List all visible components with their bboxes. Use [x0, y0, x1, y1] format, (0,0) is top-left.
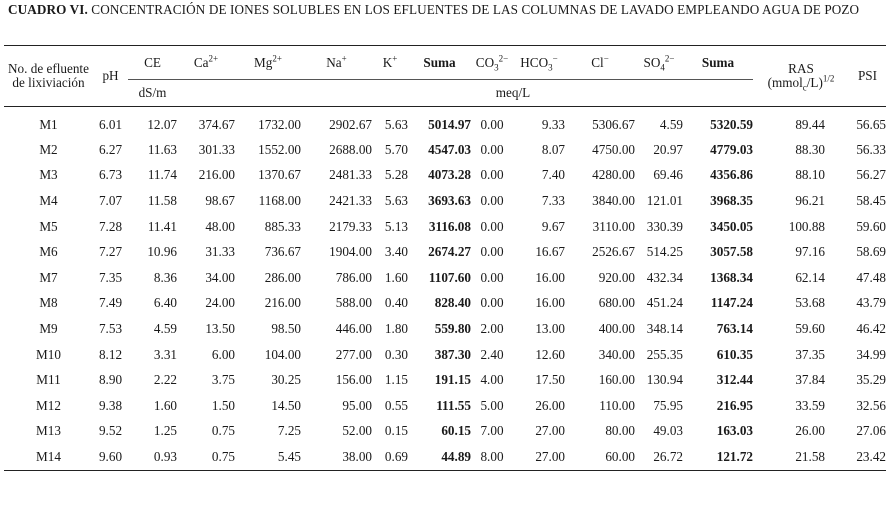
cell-ras: 100.88	[788, 218, 825, 234]
cell-ca: 0.75	[177, 444, 235, 470]
cell-hco3: 16.00	[535, 295, 565, 311]
ras-unit-part-a: (mmol	[767, 75, 803, 90]
cell-ras: 26.00	[795, 423, 825, 439]
cell-suma2: 4779.03	[710, 141, 753, 157]
cell-suma1: 1107.60	[428, 269, 471, 285]
table-row	[4, 291, 886, 317]
cell-mg: 1168.00	[258, 192, 301, 208]
cell-co3: 0.00	[480, 269, 504, 285]
ras-unit-sub: c	[802, 82, 807, 93]
cell-so4: 49.03	[653, 423, 683, 439]
cell-suma1: 4547.03	[428, 141, 471, 157]
cell-ph: 9.52	[98, 423, 123, 439]
header-so4-charge: 2−	[664, 53, 675, 64]
cell-k: 5.70	[384, 141, 408, 157]
cell-hco3: 9.33	[541, 117, 565, 132]
cell-id: M8	[39, 295, 58, 311]
header-k-charge: +	[392, 53, 398, 64]
cell-cl: 400.00	[598, 320, 635, 336]
cell-ph: 6.73	[98, 167, 123, 183]
cell-hco3: 7.40	[541, 167, 565, 183]
cell-ras: 96.21	[795, 192, 825, 208]
cell-co3: 0.00	[480, 244, 504, 260]
table-row	[4, 107, 886, 138]
cell-ph: 7.35	[98, 269, 123, 285]
cell-ca: 301.33	[198, 141, 235, 157]
table-row	[4, 188, 886, 214]
cell-ca: 98.67	[205, 192, 235, 208]
cell-mg: 1370.67	[258, 167, 301, 183]
cell-hco3: 27.00	[535, 423, 565, 439]
header-ce-unit: dS/m	[128, 80, 177, 107]
cell-ce: 3.31	[153, 346, 177, 362]
cell-psi: 58.69	[856, 244, 886, 260]
cell-ph: 7.53	[98, 320, 123, 336]
cell-na: 2688.00	[329, 141, 372, 157]
cell-suma2: 763.14	[716, 320, 753, 336]
header-hco3	[513, 46, 565, 80]
cell-na: 2481.33	[329, 167, 372, 183]
cell-psi: 47.48	[856, 269, 886, 285]
cell-suma1: 5014.97	[428, 117, 471, 132]
cell-ce: 10.96	[147, 244, 177, 260]
cell-so4: 348.14	[646, 320, 683, 336]
cell-suma1: 3693.63	[428, 192, 471, 208]
table-body	[4, 107, 886, 471]
header-mg-charge: 2+	[272, 53, 282, 64]
cell-hco3: 9.67	[541, 218, 565, 234]
table-row	[4, 393, 886, 419]
cell-id: M3	[39, 167, 58, 183]
cell-suma1: 2674.27	[428, 244, 471, 260]
cell-ras: 37.84	[795, 372, 825, 388]
header-co3-charge: 2−	[498, 53, 509, 64]
cell-k: 5.28	[384, 167, 408, 183]
cell-mg: 14.50	[271, 397, 301, 413]
cell-id: M10	[36, 346, 61, 362]
cell-ras: 59.60	[795, 320, 825, 336]
cell-suma2: 163.03	[716, 423, 753, 439]
ras-unit-sup: 1/2	[822, 73, 835, 84]
cell-so4: 432.34	[646, 269, 683, 285]
cell-co3: 8.00	[471, 444, 513, 470]
cell-cl: 3110.00	[592, 218, 635, 234]
header-k	[372, 46, 408, 80]
cell-na: 588.00	[335, 295, 372, 311]
cell-k: 0.55	[384, 397, 408, 413]
caption-label: CUADRO VI.	[8, 2, 88, 17]
cell-hco3: 16.00	[535, 269, 565, 285]
cell-cl: 4280.00	[592, 167, 635, 183]
table-caption	[8, 2, 886, 18]
cell-so4: 20.97	[653, 141, 683, 157]
cell-so4: 4.59	[659, 117, 683, 132]
table-row	[4, 419, 886, 445]
table-row	[4, 316, 886, 342]
header-so4-symbol: SO	[643, 54, 661, 70]
cell-psi: 56.33	[856, 141, 886, 157]
cell-ph: 6.27	[98, 141, 123, 157]
table-header	[4, 46, 886, 107]
header-ca-charge: 2+	[208, 53, 219, 64]
cell-ca: 24.00	[205, 295, 235, 311]
cell-ph: 7.07	[98, 192, 123, 208]
cell-co3: 0.00	[480, 218, 504, 234]
cell-ras: 97.16	[795, 244, 825, 260]
cell-id: M13	[36, 423, 61, 439]
cell-ras: 89.44	[795, 117, 825, 132]
cell-suma1: 828.40	[434, 295, 471, 311]
header-suma-anions: Suma	[683, 46, 753, 80]
header-suma-cations: Suma	[408, 46, 471, 80]
cell-id: M4	[39, 192, 58, 208]
cell-suma2: 3968.35	[710, 192, 753, 208]
cell-cl: 80.00	[605, 423, 635, 439]
cell-co3: 5.00	[480, 397, 504, 413]
cell-suma1: 559.80	[434, 320, 471, 336]
cell-ca: 48.00	[205, 218, 235, 234]
cell-ca: 374.67	[198, 117, 235, 132]
table-row	[4, 342, 886, 368]
cell-ce: 6.40	[153, 295, 177, 311]
cell-co3: 7.00	[480, 423, 504, 439]
cell-k: 5.13	[384, 218, 408, 234]
cell-ph: 7.28	[98, 218, 123, 234]
header-ph: pH	[93, 46, 128, 107]
cell-co3: 0.00	[480, 117, 504, 132]
cell-ca: 1.50	[211, 397, 235, 413]
cell-k: 0.30	[384, 346, 408, 362]
cell-k: 1.60	[384, 269, 408, 285]
cell-so4: 330.39	[646, 218, 683, 234]
header-ca-symbol: Ca	[193, 54, 209, 70]
cell-ca: 216.00	[198, 167, 235, 183]
cell-k: 5.63	[384, 117, 408, 132]
header-so4-sub: 4	[660, 62, 665, 73]
cell-so4: 69.46	[653, 167, 683, 183]
cell-so4: 26.72	[635, 444, 683, 470]
cell-suma2: 121.72	[683, 444, 753, 470]
ion-concentration-table	[4, 45, 886, 471]
cell-na: 2902.67	[329, 117, 372, 132]
cell-id: M5	[39, 218, 58, 234]
cell-mg: 5.45	[235, 444, 301, 470]
cell-so4: 121.01	[646, 192, 683, 208]
cell-ras: 88.30	[795, 141, 825, 157]
cell-psi: 35.29	[856, 372, 886, 388]
table-row	[4, 137, 886, 163]
header-mg	[235, 46, 301, 80]
cell-ce: 0.93	[128, 444, 177, 470]
cell-psi: 43.79	[856, 295, 886, 311]
cell-na: 277.00	[335, 346, 372, 362]
cell-mg: 30.25	[271, 372, 301, 388]
cell-so4: 75.95	[653, 397, 683, 413]
cell-so4: 130.94	[646, 372, 683, 388]
cell-suma1: 387.30	[434, 346, 471, 362]
cell-co3: 0.00	[480, 141, 504, 157]
cell-hco3: 7.33	[541, 192, 565, 208]
cell-psi: 58.45	[856, 192, 886, 208]
cell-so4: 255.35	[646, 346, 683, 362]
cell-ras: 21.58	[753, 444, 849, 470]
cell-id: M14	[4, 444, 93, 470]
cell-ce: 11.63	[147, 141, 177, 157]
cell-hco3: 8.07	[541, 141, 565, 157]
cell-so4: 451.24	[646, 295, 683, 311]
cell-mg: 286.00	[264, 269, 301, 285]
cell-cl: 110.00	[599, 397, 635, 413]
caption-text: CONCENTRACIÓN DE IONES SOLUBLES EN LOS EFLUENTES DE LAS COLUMNAS DE LAVADO EMPLEANDO AGUA DE POZO	[91, 2, 860, 17]
header-meq-unit: meq/L	[177, 80, 849, 107]
cell-ras: 37.35	[795, 346, 825, 362]
cell-mg: 1552.00	[258, 141, 301, 157]
cell-ph: 8.12	[98, 346, 123, 362]
cell-ras: 53.68	[795, 295, 825, 311]
cell-suma2: 610.35	[716, 346, 753, 362]
table-row	[4, 239, 886, 265]
cell-cl: 680.00	[598, 295, 635, 311]
cell-ras: 33.59	[795, 397, 825, 413]
cell-suma1: 44.89	[408, 444, 471, 470]
table-row	[4, 163, 886, 189]
cell-suma2: 4356.86	[710, 167, 753, 183]
header-psi: PSI	[849, 46, 886, 107]
ras-unit-part-b: /L)	[806, 75, 823, 90]
header-co3-symbol: CO	[475, 54, 495, 70]
cell-suma2: 3450.05	[710, 218, 753, 234]
cell-ce: 12.07	[147, 117, 177, 132]
cell-mg: 885.33	[264, 218, 301, 234]
cell-hco3: 26.00	[535, 397, 565, 413]
cell-ras: 62.14	[795, 269, 825, 285]
cell-na: 786.00	[335, 269, 372, 285]
cell-na: 156.00	[335, 372, 372, 388]
cell-suma2: 1147.24	[710, 295, 753, 311]
cell-co3: 0.00	[480, 192, 504, 208]
header-cl-charge: −	[603, 53, 609, 64]
cell-id: M6	[39, 244, 58, 260]
cell-k: 0.69	[372, 444, 408, 470]
header-k-symbol: K	[382, 54, 393, 70]
table-row	[4, 265, 886, 291]
cell-suma1: 111.55	[436, 397, 471, 413]
cell-psi: 27.06	[856, 423, 886, 439]
header-ca	[177, 46, 235, 80]
cell-k: 0.40	[384, 295, 408, 311]
cell-mg: 104.00	[264, 346, 301, 362]
cell-cl: 3840.00	[592, 192, 635, 208]
cell-ph: 6.01	[98, 117, 123, 132]
cell-cl: 5306.67	[592, 117, 635, 132]
cell-ce: 1.60	[153, 397, 177, 413]
cell-suma2: 216.95	[716, 397, 753, 413]
header-co3	[471, 46, 513, 80]
cell-ce: 8.36	[153, 269, 177, 285]
cell-na: 2421.33	[329, 192, 372, 208]
cell-suma2: 312.44	[716, 372, 753, 388]
cell-id: M2	[39, 141, 58, 157]
cell-suma2: 3057.58	[710, 244, 753, 260]
cell-co3: 0.00	[480, 295, 504, 311]
header-hco3-charge: −	[552, 53, 558, 64]
cell-k: 5.63	[384, 192, 408, 208]
cell-ce: 4.59	[153, 320, 177, 336]
cell-k: 0.15	[384, 423, 408, 439]
header-ce: CE	[128, 46, 177, 80]
header-na-symbol: Na	[326, 54, 342, 70]
cell-ca: 0.75	[211, 423, 235, 439]
cell-k: 1.80	[384, 320, 408, 336]
cell-id: M1	[39, 117, 58, 132]
cell-mg: 216.00	[264, 295, 301, 311]
cell-hco3: 12.60	[535, 346, 565, 362]
cell-suma1: 4073.28	[428, 167, 471, 183]
cell-id: M9	[39, 320, 58, 336]
cell-id: M11	[36, 372, 61, 388]
cell-co3: 4.00	[480, 372, 504, 388]
cell-ph: 7.49	[98, 295, 123, 311]
cell-ce: 11.58	[147, 192, 177, 208]
cell-ca: 3.75	[211, 372, 235, 388]
cell-co3: 2.00	[480, 320, 504, 336]
cell-mg: 98.50	[271, 320, 301, 336]
cell-suma2: 1368.34	[710, 269, 753, 285]
header-cl-symbol: Cl	[591, 54, 604, 70]
header-ras-label: RAS	[788, 61, 814, 76]
table-row	[4, 214, 886, 240]
cell-mg: 736.67	[264, 244, 301, 260]
cell-psi: 56.27	[856, 167, 886, 183]
cell-mg: 1732.00	[258, 117, 301, 132]
cell-cl: 4750.00	[592, 141, 635, 157]
cell-cl: 60.00	[565, 444, 635, 470]
cell-psi: 32.56	[856, 397, 886, 413]
cell-hco3: 16.67	[535, 244, 565, 260]
cell-co3: 0.00	[480, 167, 504, 183]
header-hco3-symbol: HCO	[520, 54, 549, 70]
cell-suma1: 191.15	[434, 372, 471, 388]
cell-k: 3.40	[384, 244, 408, 260]
header-effluent: No. de efluente de lixiviación	[4, 46, 93, 107]
cell-ph: 9.38	[98, 397, 123, 413]
cell-na: 2179.33	[329, 218, 372, 234]
cell-ph: 8.90	[98, 372, 123, 388]
cell-mg: 7.25	[277, 423, 301, 439]
cell-suma1: 3116.08	[428, 218, 471, 234]
cell-ce: 11.74	[147, 167, 177, 183]
header-mg-symbol: Mg	[254, 54, 273, 70]
cell-cl: 920.00	[598, 269, 635, 285]
cell-id: M12	[36, 397, 61, 413]
cell-cl: 160.00	[598, 372, 635, 388]
cell-so4: 514.25	[646, 244, 683, 260]
cell-ras: 88.10	[795, 167, 825, 183]
table-row	[4, 367, 886, 393]
cell-cl: 2526.67	[592, 244, 635, 260]
cell-ca: 31.33	[205, 244, 235, 260]
cell-psi: 59.60	[856, 218, 886, 234]
header-cl	[565, 46, 635, 80]
cell-suma1: 60.15	[441, 423, 471, 439]
cell-hco3: 27.00	[513, 444, 565, 470]
header-na	[301, 46, 372, 80]
cell-co3: 2.40	[480, 346, 504, 362]
cell-ph: 7.27	[98, 244, 123, 260]
cell-hco3: 13.00	[535, 320, 565, 336]
cell-id: M7	[39, 269, 58, 285]
cell-ce: 11.41	[147, 218, 177, 234]
cell-k: 1.15	[384, 372, 408, 388]
cell-cl: 340.00	[598, 346, 635, 362]
cell-na: 52.00	[342, 423, 372, 439]
header-co3-sub: 3	[494, 62, 499, 73]
cell-hco3: 17.50	[535, 372, 565, 388]
cell-na: 95.00	[342, 397, 372, 413]
cell-na: 1904.00	[329, 244, 372, 260]
cell-psi: 56.65	[856, 117, 886, 132]
cell-ca: 6.00	[211, 346, 235, 362]
cell-suma2: 5320.59	[710, 117, 753, 132]
header-hco3-sub: 3	[548, 62, 553, 73]
table-row	[4, 444, 886, 470]
header-na-charge: +	[341, 53, 347, 64]
cell-ca: 34.00	[205, 269, 235, 285]
cell-psi: 46.42	[856, 320, 886, 336]
cell-na: 446.00	[335, 320, 372, 336]
cell-ce: 2.22	[153, 372, 177, 388]
cell-na: 38.00	[301, 444, 372, 470]
cell-ph: 9.60	[93, 444, 128, 470]
cell-psi: 34.99	[856, 346, 886, 362]
cell-psi: 23.42	[849, 444, 886, 470]
cell-ca: 13.50	[205, 320, 235, 336]
cell-ce: 1.25	[153, 423, 177, 439]
header-so4	[635, 46, 683, 80]
